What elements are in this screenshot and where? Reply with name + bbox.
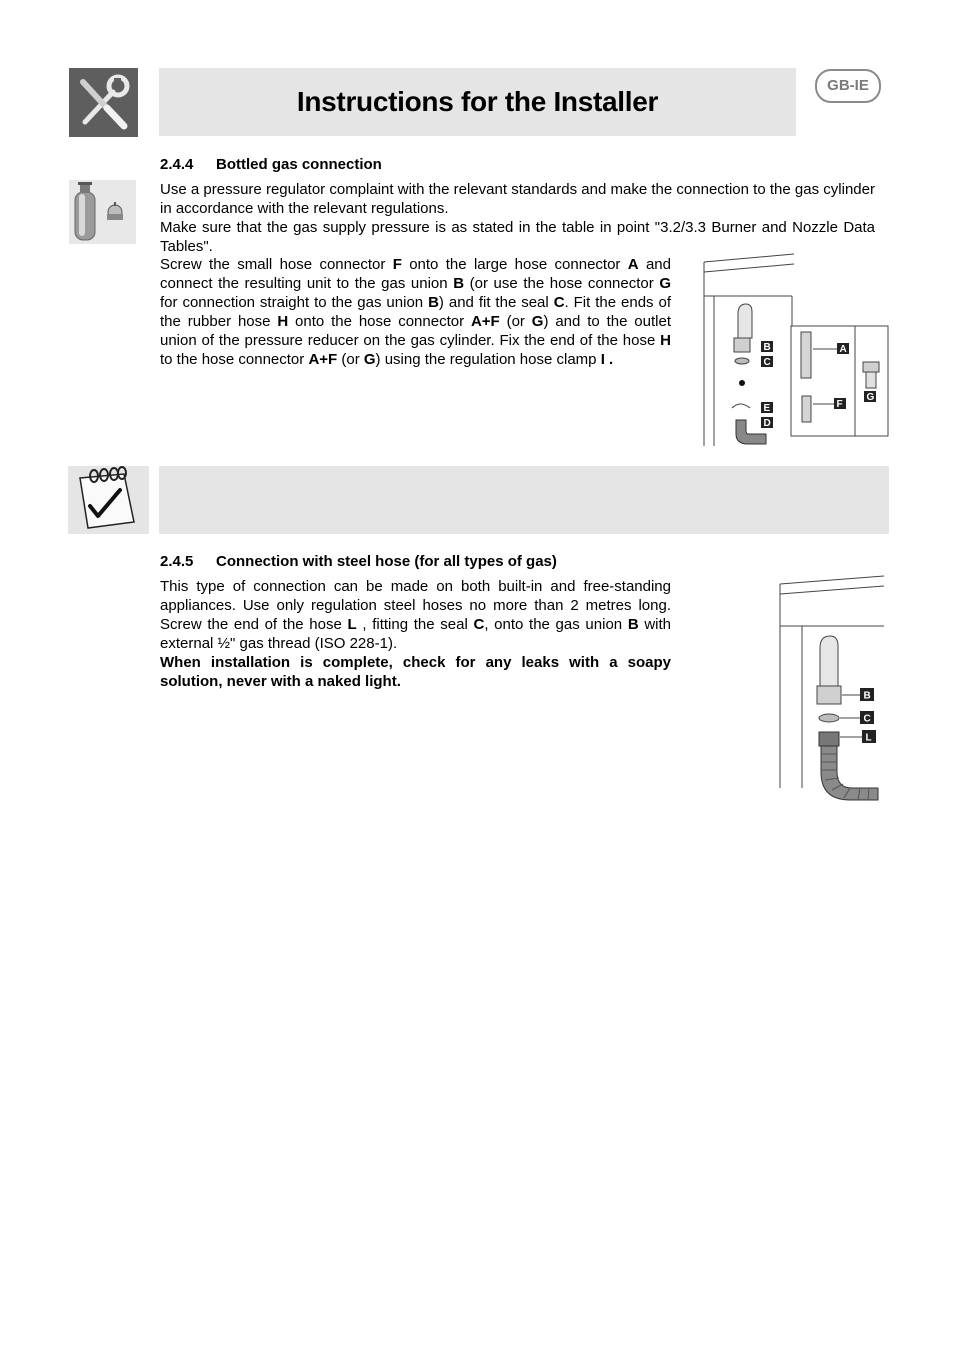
figure-label-g: G — [866, 392, 875, 403]
figure-label-l: L — [865, 732, 872, 744]
notepad-check-icon — [68, 466, 149, 534]
steel-hose-figure — [776, 574, 888, 810]
figure-label-f: F — [836, 399, 843, 410]
section-heading-2-4-5 — [160, 553, 557, 570]
figure-label-b: B — [763, 342, 771, 353]
section-title: Bottled gas connection — [216, 156, 382, 173]
language-badge: GB-IE — [815, 69, 881, 103]
page-title: Instructions for the Installer — [296, 86, 659, 117]
section-244-intro — [160, 180, 875, 256]
figure-label-c: C — [863, 713, 871, 725]
paragraph: Use a pressure regulator complaint with the relevant standards and make the connection to the gas cylinder in accordance with the relevant regulations. — [160, 181, 875, 217]
figure-label-c: C — [763, 357, 771, 368]
section-number: 2.4.4 — [160, 156, 194, 173]
note-bar — [159, 466, 889, 534]
figure-label-d: D — [763, 418, 771, 429]
paragraph: Screw the small hose connector F onto the large hose connector A and connect the resulting unit to the gas union B (or use the hose connector G for connection straight to the gas union B) and fit the seal C. Fit the ends of the rubber hose H onto the hose connector A+F (or G) and to the outlet union of the pressure reducer on the gas cylinder. Fix the end of the hose H to the hose connector A+F (or G) using the regulation hose clamp I . — [160, 256, 672, 368]
section-number: 2.4.5 — [160, 553, 194, 570]
figure-label-b: B — [863, 690, 871, 702]
warning-paragraph: When installation is complete, check for any leaks with a soapy solution, never with a naked light. — [160, 654, 671, 690]
tools-icon — [69, 68, 138, 137]
section-title: Connection with steel hose (for all types of gas) — [216, 553, 557, 570]
paragraph: This type of connection can be made on both built-in and free-standing appliances. Use only regulation steel hoses no more than 2 metres long. Screw the end of the hose L , fitting the seal C, onto the gas union B with external ½" gas thread (ISO 228-1). — [160, 578, 672, 652]
figure-label-e: E — [763, 403, 771, 414]
figure-label-a: A — [839, 344, 847, 355]
section-244-body — [160, 255, 671, 369]
gas-cylinder-icon — [69, 180, 136, 244]
paragraph: Make sure that the gas supply pressure is as stated in the table in point "3.2/3.3 Burner and Nozzle Data Tables". — [160, 219, 875, 255]
bottled-gas-figure — [700, 250, 892, 450]
section-heading-2-4-4 — [160, 156, 382, 173]
title-bar — [159, 68, 796, 136]
section-245-body — [160, 577, 671, 691]
